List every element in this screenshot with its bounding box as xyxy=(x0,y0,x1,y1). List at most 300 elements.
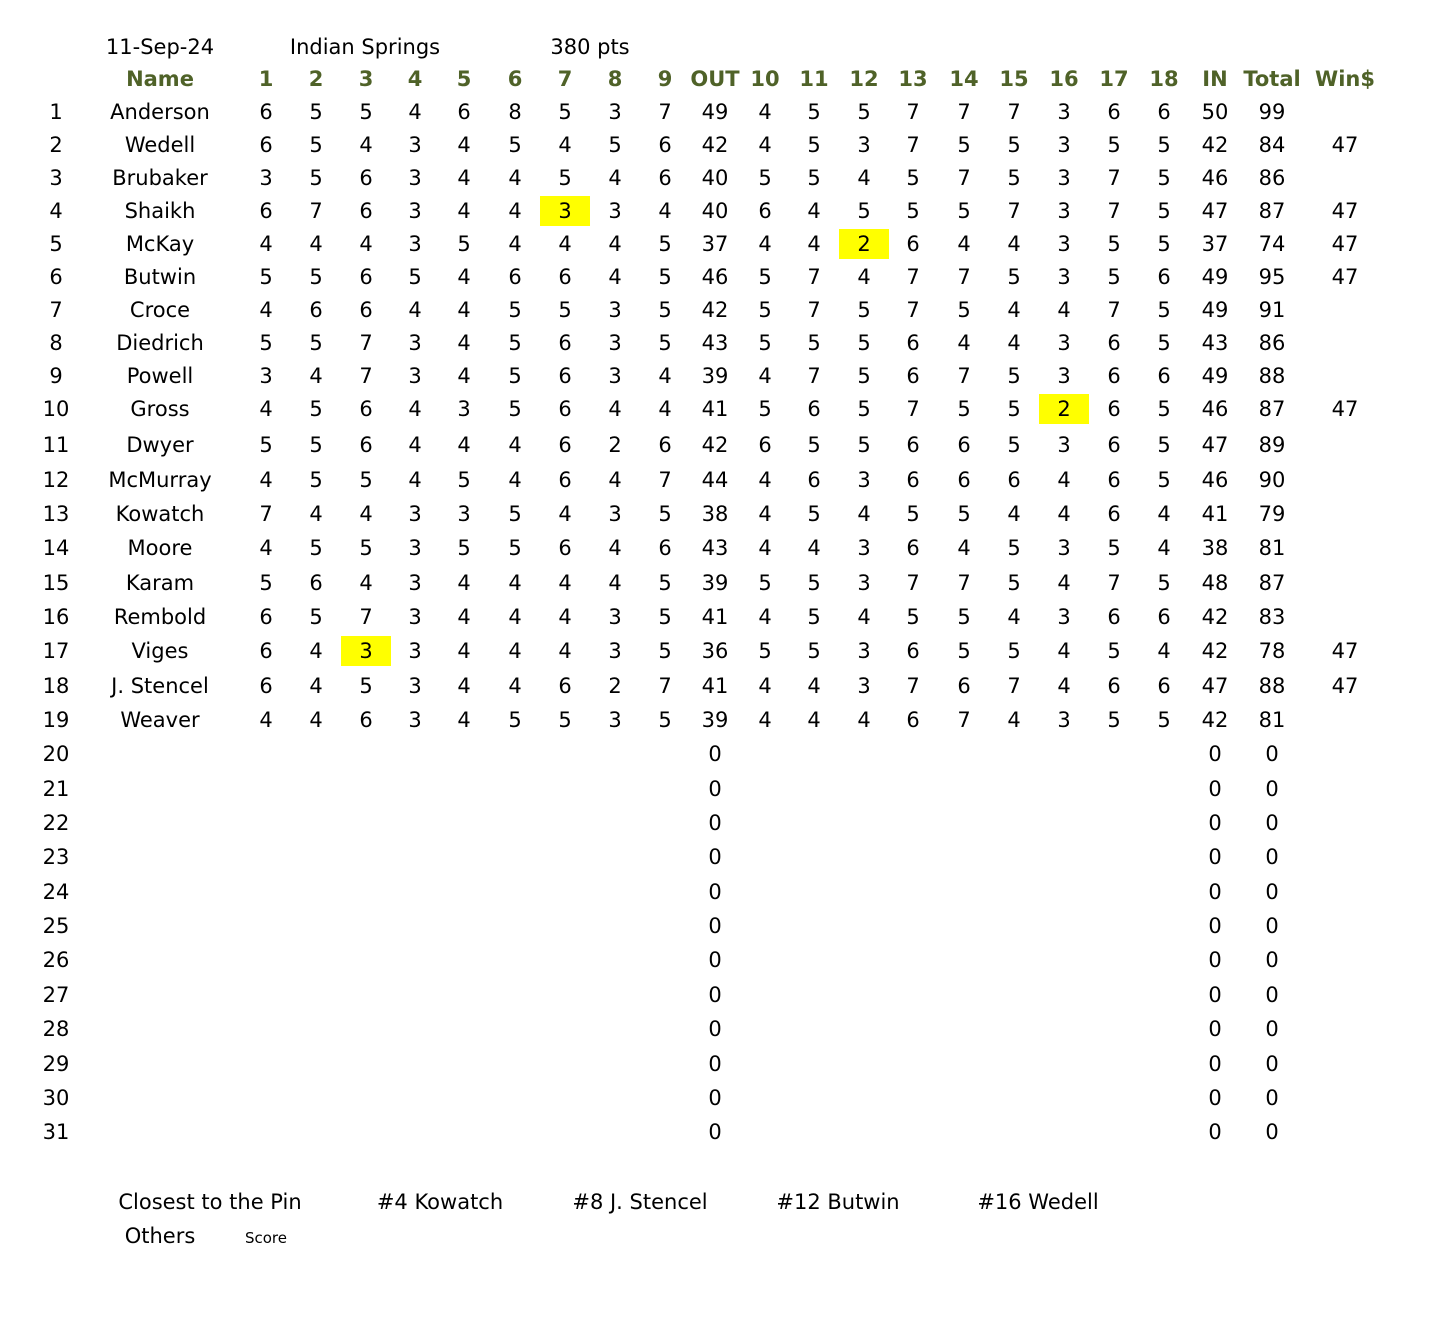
row-number: 20 xyxy=(42,742,70,766)
hole-10-score xyxy=(740,842,790,872)
hole-6-score: 4 xyxy=(508,674,522,698)
hole-10-score: 4 xyxy=(758,708,772,732)
hole-1-score xyxy=(241,842,291,872)
winnings xyxy=(1310,533,1380,563)
hole-15-score: 6 xyxy=(1007,468,1021,492)
column-header-6: 6 xyxy=(507,67,523,91)
hole-10-score: 4 xyxy=(758,502,772,526)
hole-6-score: 5 xyxy=(508,502,522,526)
hole-6-score: 4 xyxy=(508,468,522,492)
row-number: 27 xyxy=(42,983,70,1007)
hole-5-score xyxy=(439,808,489,838)
hole-5-score: 4 xyxy=(457,298,471,322)
winnings: 47 xyxy=(1331,199,1359,223)
hole-5-score xyxy=(439,945,489,975)
hole-14-score xyxy=(939,911,989,941)
hole-17-score xyxy=(1089,945,1139,975)
out-total: 42 xyxy=(701,133,729,157)
winnings xyxy=(1310,945,1380,975)
out-total: 43 xyxy=(701,536,729,560)
hole-9-score: 5 xyxy=(658,502,672,526)
hole-13-score: 7 xyxy=(906,133,920,157)
hole-6-score: 5 xyxy=(508,397,522,421)
hole-11-score: 5 xyxy=(807,502,821,526)
hole-6-score xyxy=(490,877,540,907)
hole-6-score: 4 xyxy=(508,199,522,223)
hole-9-score: 4 xyxy=(658,397,672,421)
hole-18-score: 5 xyxy=(1157,468,1171,492)
out-total: 44 xyxy=(701,468,729,492)
hole-3-score: 5 xyxy=(359,468,373,492)
hole-5-score xyxy=(439,1117,489,1147)
hole-16-score xyxy=(1039,1014,1089,1044)
hole-18-score xyxy=(1139,1049,1189,1079)
hole-4-score xyxy=(390,911,440,941)
hole-7-score: 6 xyxy=(558,331,572,355)
grand-total: 0 xyxy=(1265,1086,1279,1110)
hole-10-score: 4 xyxy=(758,536,772,560)
hole-16-score: 3 xyxy=(1057,708,1071,732)
hole-8-score: 4 xyxy=(608,265,622,289)
hole-6-score: 5 xyxy=(508,133,522,157)
row-number: 19 xyxy=(42,708,70,732)
hole-12-score xyxy=(839,877,889,907)
hole-1-score xyxy=(241,1083,291,1113)
hole-12-score: 3 xyxy=(857,571,871,595)
hole-17-score xyxy=(1089,739,1139,769)
row-number: 15 xyxy=(42,571,70,595)
hole-13-score: 6 xyxy=(906,468,920,492)
hole-10-score xyxy=(740,877,790,907)
hole-14-score: 5 xyxy=(957,199,971,223)
hole-13-score: 7 xyxy=(906,571,920,595)
hole-18-score: 5 xyxy=(1157,133,1171,157)
hole-3-score: 7 xyxy=(359,605,373,629)
grand-total: 99 xyxy=(1258,100,1286,124)
hole-9-score: 5 xyxy=(658,639,672,663)
hole-6-score: 5 xyxy=(508,331,522,355)
hole-3-score: 5 xyxy=(359,536,373,560)
column-header-4: 4 xyxy=(407,67,423,91)
out-total: 43 xyxy=(701,331,729,355)
hole-18-score: 4 xyxy=(1157,502,1171,526)
hole-5-score xyxy=(439,774,489,804)
hole-17-score xyxy=(1089,911,1139,941)
hole-14-score: 4 xyxy=(957,536,971,560)
hole-12-score: 4 xyxy=(857,166,871,190)
grand-total: 86 xyxy=(1258,166,1286,190)
hole-11-score: 4 xyxy=(807,674,821,698)
winnings xyxy=(1310,739,1380,769)
hole-1-score: 6 xyxy=(259,605,273,629)
hole-5-score: 4 xyxy=(457,433,471,457)
hole-13-score: 5 xyxy=(906,166,920,190)
hole-16-score xyxy=(1039,739,1089,769)
hole-11-score: 6 xyxy=(807,468,821,492)
in-total: 46 xyxy=(1201,468,1229,492)
column-header-12: 12 xyxy=(849,67,879,91)
hole-1-score: 3 xyxy=(259,166,273,190)
winnings xyxy=(1310,295,1380,325)
hole-11-score: 5 xyxy=(807,133,821,157)
hole-4-score: 3 xyxy=(408,708,422,732)
hole-9-score: 6 xyxy=(658,433,672,457)
hole-12-score xyxy=(839,808,889,838)
hole-3-score xyxy=(341,911,391,941)
winnings: 47 xyxy=(1331,639,1359,663)
hole-9-score xyxy=(640,1083,690,1113)
hole-9-score xyxy=(640,911,690,941)
player-name xyxy=(85,739,235,769)
grand-total: 81 xyxy=(1258,708,1286,732)
hole-2-score xyxy=(291,739,341,769)
hole-13-score: 6 xyxy=(906,708,920,732)
grand-total: 0 xyxy=(1265,777,1279,801)
player-name xyxy=(85,1083,235,1113)
hole-10-score: 4 xyxy=(758,468,772,492)
grand-total: 88 xyxy=(1258,364,1286,388)
hole-4-score xyxy=(390,980,440,1010)
hole-3-score: 6 xyxy=(359,433,373,457)
hole-3-score: 4 xyxy=(359,232,373,256)
hole-15-score xyxy=(989,1083,1039,1113)
grand-total: 87 xyxy=(1258,199,1286,223)
row-number: 25 xyxy=(42,914,70,938)
hole-4-score: 3 xyxy=(408,232,422,256)
hole-10-score: 4 xyxy=(758,605,772,629)
hole-16-score xyxy=(1039,877,1089,907)
hole-5-score: 4 xyxy=(457,605,471,629)
grand-total: 79 xyxy=(1258,502,1286,526)
hole-15-score xyxy=(989,842,1039,872)
hole-12-score: 4 xyxy=(857,605,871,629)
pin-winner-12: #12 Butwin xyxy=(776,1190,900,1214)
hole-5-score: 5 xyxy=(457,232,471,256)
hole-7-score: 5 xyxy=(558,166,572,190)
hole-10-score: 5 xyxy=(758,639,772,663)
hole-5-score: 4 xyxy=(457,674,471,698)
in-total: 0 xyxy=(1208,811,1222,835)
hole-8-score: 4 xyxy=(608,536,622,560)
hole-12-score: 4 xyxy=(857,265,871,289)
hole-2-score xyxy=(291,1014,341,1044)
hole-5-score: 5 xyxy=(457,468,471,492)
player-name: Rembold xyxy=(113,605,207,629)
grand-total: 0 xyxy=(1265,983,1279,1007)
hole-14-score: 7 xyxy=(957,364,971,388)
hole-7-score xyxy=(540,980,590,1010)
hole-10-score: 4 xyxy=(758,674,772,698)
hole-16-score: 2 xyxy=(1039,394,1089,424)
hole-2-score: 5 xyxy=(309,433,323,457)
in-total: 0 xyxy=(1208,1086,1222,1110)
hole-18-score xyxy=(1139,774,1189,804)
hole-7-score: 6 xyxy=(558,265,572,289)
hole-14-score xyxy=(939,1049,989,1079)
hole-9-score: 7 xyxy=(658,100,672,124)
in-total: 38 xyxy=(1201,536,1229,560)
hole-16-score: 3 xyxy=(1057,232,1071,256)
hole-7-score: 6 xyxy=(558,397,572,421)
hole-7-score xyxy=(540,1014,590,1044)
grand-total: 87 xyxy=(1258,397,1286,421)
hole-17-score: 5 xyxy=(1107,708,1121,732)
hole-4-score xyxy=(390,945,440,975)
hole-2-score: 5 xyxy=(309,468,323,492)
hole-2-score xyxy=(291,1083,341,1113)
hole-3-score xyxy=(341,842,391,872)
row-number: 5 xyxy=(49,232,63,256)
hole-16-score: 3 xyxy=(1057,265,1071,289)
hole-9-score: 5 xyxy=(658,605,672,629)
hole-14-score: 7 xyxy=(957,265,971,289)
hole-4-score: 3 xyxy=(408,639,422,663)
row-number: 1 xyxy=(49,100,63,124)
hole-14-score: 5 xyxy=(957,298,971,322)
hole-7-score: 4 xyxy=(558,232,572,256)
hole-8-score: 3 xyxy=(608,100,622,124)
hole-1-score xyxy=(241,980,291,1010)
out-total: 41 xyxy=(701,674,729,698)
out-total: 0 xyxy=(708,914,722,938)
out-total: 46 xyxy=(701,265,729,289)
hole-2-score xyxy=(291,774,341,804)
hole-3-score: 6 xyxy=(359,298,373,322)
hole-2-score xyxy=(291,911,341,941)
player-name: McKay xyxy=(125,232,195,256)
winnings xyxy=(1310,499,1380,529)
hole-14-score xyxy=(939,808,989,838)
hole-11-score: 5 xyxy=(807,433,821,457)
hole-11-score: 4 xyxy=(807,232,821,256)
hole-16-score: 3 xyxy=(1057,166,1071,190)
hole-14-score xyxy=(939,1117,989,1147)
hole-17-score xyxy=(1089,808,1139,838)
hole-3-score: 5 xyxy=(359,100,373,124)
out-total: 38 xyxy=(701,502,729,526)
hole-1-score: 5 xyxy=(259,433,273,457)
hole-11-score xyxy=(789,980,839,1010)
hole-5-score: 4 xyxy=(457,133,471,157)
hole-9-score xyxy=(640,877,690,907)
column-header-win: Win$ xyxy=(1315,67,1375,91)
hole-12-score xyxy=(839,1014,889,1044)
hole-17-score: 6 xyxy=(1107,397,1121,421)
hole-5-score: 3 xyxy=(457,397,471,421)
grand-total: 0 xyxy=(1265,880,1279,904)
hole-2-score xyxy=(291,980,341,1010)
player-name: Croce xyxy=(129,298,191,322)
hole-12-score: 5 xyxy=(857,433,871,457)
row-number: 17 xyxy=(42,639,70,663)
in-total: 49 xyxy=(1201,265,1229,289)
row-number: 13 xyxy=(42,502,70,526)
hole-12-score: 5 xyxy=(857,364,871,388)
hole-17-score xyxy=(1089,1117,1139,1147)
hole-17-score: 6 xyxy=(1107,331,1121,355)
hole-15-score: 4 xyxy=(1007,708,1021,732)
out-total: 36 xyxy=(701,639,729,663)
column-header-7: 7 xyxy=(557,67,573,91)
hole-17-score xyxy=(1089,1049,1139,1079)
hole-17-score: 6 xyxy=(1107,502,1121,526)
row-number: 21 xyxy=(42,777,70,801)
out-total: 0 xyxy=(708,742,722,766)
hole-5-score: 4 xyxy=(457,166,471,190)
column-header-15: 15 xyxy=(999,67,1029,91)
hole-8-score xyxy=(590,1014,640,1044)
hole-4-score: 4 xyxy=(408,468,422,492)
hole-18-score xyxy=(1139,808,1189,838)
hole-17-score xyxy=(1089,980,1139,1010)
hole-11-score xyxy=(789,1117,839,1147)
hole-15-score: 7 xyxy=(1007,100,1021,124)
hole-2-score: 4 xyxy=(309,708,323,732)
hole-4-score xyxy=(390,1014,440,1044)
hole-16-score xyxy=(1039,945,1089,975)
out-total: 0 xyxy=(708,845,722,869)
hole-15-score xyxy=(989,1049,1039,1079)
hole-12-score xyxy=(839,774,889,804)
row-number: 29 xyxy=(42,1052,70,1076)
hole-18-score xyxy=(1139,1117,1189,1147)
hole-3-score xyxy=(341,1117,391,1147)
player-name: Shaikh xyxy=(124,199,196,223)
column-header-name: Name xyxy=(126,67,194,91)
hole-1-score: 6 xyxy=(259,100,273,124)
in-total: 42 xyxy=(1201,639,1229,663)
others-label: Others xyxy=(124,1224,196,1248)
hole-11-score: 5 xyxy=(807,331,821,355)
hole-18-score: 4 xyxy=(1157,639,1171,663)
hole-15-score: 5 xyxy=(1007,433,1021,457)
hole-15-score: 4 xyxy=(1007,298,1021,322)
column-header-17: 17 xyxy=(1099,67,1129,91)
hole-1-score: 7 xyxy=(259,502,273,526)
hole-14-score: 4 xyxy=(957,331,971,355)
hole-17-score: 7 xyxy=(1107,298,1121,322)
hole-13-score xyxy=(888,774,938,804)
hole-9-score: 5 xyxy=(658,265,672,289)
hole-2-score xyxy=(291,808,341,838)
hole-8-score xyxy=(590,739,640,769)
hole-2-score: 7 xyxy=(309,199,323,223)
winnings xyxy=(1310,602,1380,632)
hole-16-score: 4 xyxy=(1057,468,1071,492)
out-total: 0 xyxy=(708,777,722,801)
winnings xyxy=(1310,911,1380,941)
hole-14-score: 5 xyxy=(957,502,971,526)
hole-5-score xyxy=(439,1083,489,1113)
hole-13-score xyxy=(888,945,938,975)
hole-17-score: 6 xyxy=(1107,605,1121,629)
hole-17-score xyxy=(1089,774,1139,804)
hole-2-score: 5 xyxy=(309,536,323,560)
hole-13-score xyxy=(888,911,938,941)
hole-16-score: 3 xyxy=(1057,536,1071,560)
hole-10-score: 4 xyxy=(758,100,772,124)
hole-3-score: 6 xyxy=(359,166,373,190)
hole-14-score: 5 xyxy=(957,639,971,663)
in-total: 37 xyxy=(1201,232,1229,256)
hole-15-score xyxy=(989,945,1039,975)
hole-14-score: 5 xyxy=(957,133,971,157)
player-name: Dwyer xyxy=(126,433,194,457)
hole-10-score xyxy=(740,1083,790,1113)
out-total: 42 xyxy=(701,433,729,457)
hole-11-score xyxy=(789,808,839,838)
hole-13-score: 7 xyxy=(906,298,920,322)
hole-8-score: 4 xyxy=(608,468,622,492)
hole-13-score: 7 xyxy=(906,100,920,124)
hole-10-score xyxy=(740,739,790,769)
hole-15-score xyxy=(989,877,1039,907)
in-total: 47 xyxy=(1201,199,1229,223)
row-number: 11 xyxy=(42,433,70,457)
hole-8-score: 2 xyxy=(608,674,622,698)
column-header-9: 9 xyxy=(657,67,673,91)
hole-14-score xyxy=(939,980,989,1010)
column-header-18: 18 xyxy=(1149,67,1179,91)
hole-10-score xyxy=(740,1049,790,1079)
hole-11-score: 5 xyxy=(807,100,821,124)
row-number: 24 xyxy=(42,880,70,904)
grand-total: 95 xyxy=(1258,265,1286,289)
hole-15-score: 5 xyxy=(1007,265,1021,289)
hole-13-score xyxy=(888,1083,938,1113)
row-number: 14 xyxy=(42,536,70,560)
hole-8-score: 2 xyxy=(608,433,622,457)
hole-7-score xyxy=(540,911,590,941)
hole-16-score: 4 xyxy=(1057,571,1071,595)
hole-7-score xyxy=(540,842,590,872)
row-number: 28 xyxy=(42,1017,70,1041)
course-name: Indian Springs xyxy=(289,35,441,59)
hole-1-score xyxy=(241,945,291,975)
hole-13-score xyxy=(888,842,938,872)
winnings: 47 xyxy=(1331,133,1359,157)
hole-6-score xyxy=(490,980,540,1010)
hole-2-score: 5 xyxy=(309,133,323,157)
hole-16-score: 4 xyxy=(1057,639,1071,663)
hole-9-score: 6 xyxy=(658,133,672,157)
grand-total: 90 xyxy=(1258,468,1286,492)
player-name: Anderson xyxy=(110,100,210,124)
winnings: 47 xyxy=(1331,232,1359,256)
grand-total: 78 xyxy=(1258,639,1286,663)
hole-18-score: 5 xyxy=(1157,331,1171,355)
hole-7-score: 4 xyxy=(558,133,572,157)
hole-9-score xyxy=(640,842,690,872)
hole-7-score: 6 xyxy=(558,674,572,698)
hole-16-score: 3 xyxy=(1057,433,1071,457)
hole-12-score: 3 xyxy=(857,674,871,698)
hole-5-score xyxy=(439,911,489,941)
hole-4-score: 4 xyxy=(408,298,422,322)
hole-13-score: 6 xyxy=(906,331,920,355)
player-name xyxy=(85,945,235,975)
player-name: Brubaker xyxy=(112,166,208,190)
hole-5-score xyxy=(439,1014,489,1044)
hole-12-score: 4 xyxy=(857,502,871,526)
hole-9-score: 7 xyxy=(658,674,672,698)
hole-16-score xyxy=(1039,911,1089,941)
hole-6-score xyxy=(490,774,540,804)
hole-16-score: 3 xyxy=(1057,199,1071,223)
player-name xyxy=(85,842,235,872)
winnings xyxy=(1310,1117,1380,1147)
hole-11-score xyxy=(789,877,839,907)
